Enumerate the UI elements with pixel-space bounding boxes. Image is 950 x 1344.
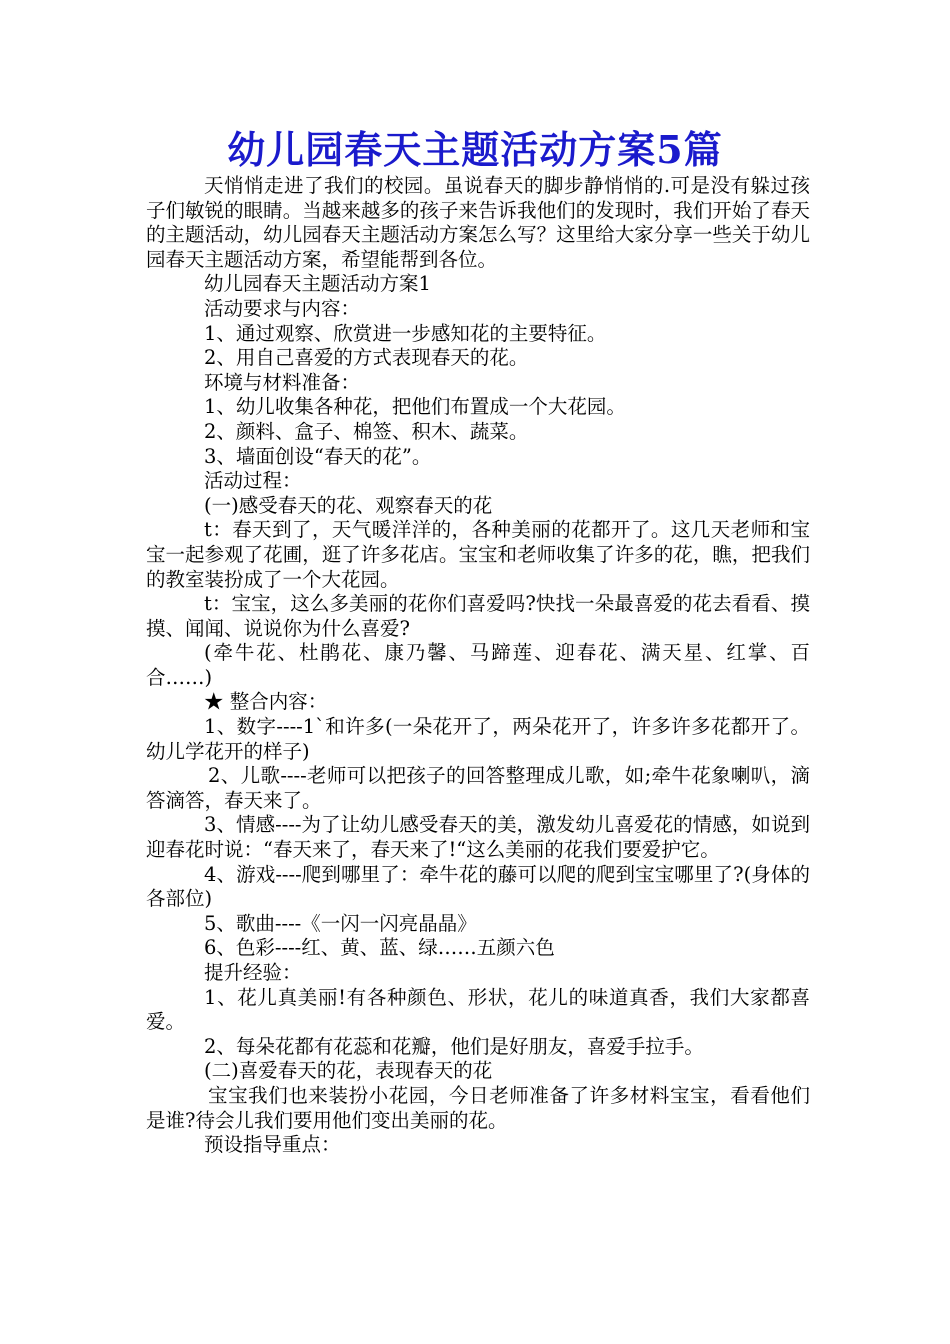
list-item: 1、花儿真美丽!有各种颜色、形状，花儿的味道真香，我们大家都喜爱。 xyxy=(146,985,810,1034)
subheading: ★ 整合内容： xyxy=(204,690,328,714)
document-body xyxy=(146,174,810,1158)
body-paragraph: (牵牛花、杜鹃花、康乃馨、马蹄莲、迎春花、满天星、红掌、百合……) xyxy=(146,641,810,689)
subheading: 活动过程： xyxy=(204,469,302,493)
list-item: 2、用自己喜爱的方式表现春天的花。 xyxy=(204,346,529,370)
list-item: 1、通过观察、欣赏进一步感知花的主要特征。 xyxy=(204,321,607,345)
list-item: 2、每朵花都有花蕊和花瓣，他们是好朋友，喜爱手拉手。 xyxy=(204,1034,704,1058)
list-item: 1、数字----1`和许多(一朵花开了，两朵花开了，许多许多花都开了。幼儿学花开的样子) xyxy=(146,715,810,763)
list-item: 1、幼儿收集各种花，把他们布置成一个大花园。 xyxy=(204,395,626,419)
subheading: (二)喜爱春天的花，表现春天的花 xyxy=(204,1059,493,1083)
body-paragraph: t：春天到了，天气暖洋洋的，各种美丽的花都开了。这几天老师和宝宝一起参观了花圃，逛了许多花店。宝宝和老师收集了许多的花，瞧，把我们的教室装扮成了一个大花园。 xyxy=(146,518,810,591)
list-item: 6、色彩----红、黄、蓝、绿……五颜六色 xyxy=(204,936,555,960)
body-paragraph: t：宝宝，这么多美丽的花你们喜爱吗?快找一朵最喜爱的花去看看、摸摸、闻闻、说说你为什么喜爱? xyxy=(146,592,810,640)
list-item: 4、游戏----爬到哪里了：牵牛花的藤可以爬的爬到宝宝哪里了?(身体的各部位) xyxy=(146,862,810,911)
list-item: 2、颜料、盒子、棉签、积木、蔬菜。 xyxy=(204,419,529,443)
subheading: 提升经验： xyxy=(204,961,302,984)
body-paragraph: 宝宝我们也来装扮小花园，今日老师准备了许多材料宝宝，看看他们是谁?待会儿我们要用他们变出美丽的花。 xyxy=(146,1083,810,1132)
list-item: 5、歌曲----《一闪一闪亮晶晶》 xyxy=(204,911,477,935)
list-item: 3、情感----为了让幼儿感受春天的美，激发幼儿喜爱花的情感，如说到迎春花时说：“春天来了，春天来了!“这么美丽的花我们要爱护它。 xyxy=(146,813,810,862)
subheading: 环境与材料准备： xyxy=(204,370,361,394)
list-item: 2、儿歌----老师可以把孩子的回答整理成儿歌，如;牵牛花象喇叭，滴答滴答，春天来了。 xyxy=(146,764,810,812)
intro-paragraph: 天悄悄走进了我们的校园。虽说春天的脚步静悄悄的.可是没有躲过孩子们敏锐的眼睛。当越来越多的孩子来告诉我他们的发现时，我们开始了春天的主题活动，幼儿园春天主题活动方案怎么写？这里给大家分享一些关于幼儿园春天主题活动方案，希望能帮到各位。 xyxy=(146,174,810,271)
list-item: 3、墙面创设“春天的花”。 xyxy=(204,444,432,468)
subheading: 预设指导重点： xyxy=(204,1133,341,1157)
subheading: (一)感受春天的花、观察春天的花 xyxy=(204,493,493,517)
section-heading: 幼儿园春天主题活动方案1 xyxy=(204,272,431,296)
document-title: 幼儿园春天主题活动方案5篇 xyxy=(227,127,723,172)
subheading: 活动要求与内容： xyxy=(204,296,361,320)
